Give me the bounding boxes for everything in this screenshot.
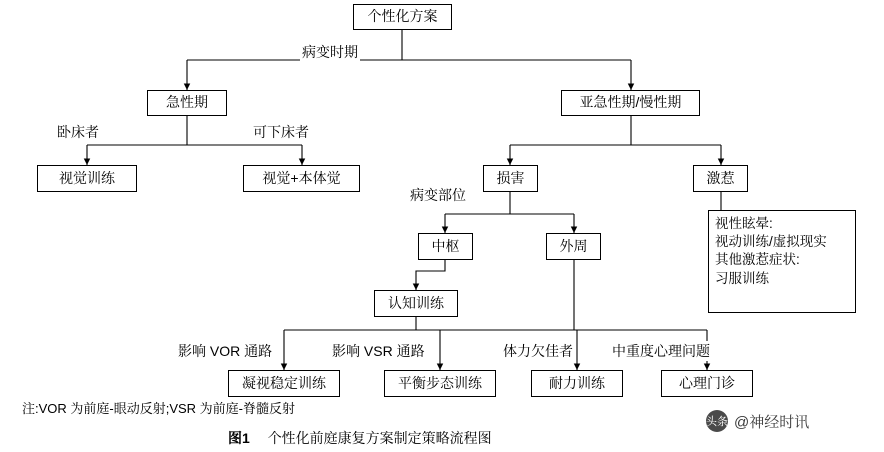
footnote-abbreviations: 注:VOR 为前庭-眼动反射;VSR 为前庭-脊髓反射 [22, 401, 296, 416]
edge-label-psychological-problem: 中重度心理问题 [612, 343, 710, 359]
node-gaze-stability-training[interactable]: 凝视稳定训练 [228, 370, 340, 397]
edge-label-disease-phase: 病变时期 [302, 44, 358, 60]
node-impairment[interactable]: 损害 [483, 165, 538, 192]
edge-label-poor-stamina: 体力欠佳者 [503, 343, 573, 359]
node-acute-phase[interactable]: 急性期 [147, 90, 227, 116]
node-visual-training[interactable]: 视觉训练 [37, 165, 137, 192]
watermark [706, 410, 809, 432]
figure-number: 图1 [228, 430, 250, 446]
node-psychology-clinic[interactable]: 心理门诊 [661, 370, 753, 397]
node-cognitive-training[interactable]: 认知训练 [374, 290, 458, 317]
figure-title: 个性化前庭康复方案制定策略流程图 [267, 430, 492, 446]
node-provocation[interactable]: 激惹 [693, 165, 748, 192]
node-visual-proprioception[interactable]: 视觉+本体觉 [243, 165, 360, 192]
edge-label-vsr-pathway: 影响 VSR 通路 [332, 343, 425, 359]
detail-line-4: 习服训练 [715, 270, 769, 286]
detail-line-3: 其他激惹症状: [715, 252, 800, 268]
node-central[interactable]: 中枢 [418, 233, 473, 260]
edge-label-vor-pathway: 影响 VOR 通路 [178, 343, 273, 359]
detail-line-2: 视动训练/虚拟现实 [715, 234, 827, 250]
detail-line-1: 视性眩晕: [715, 216, 773, 231]
toutiao-logo-icon: 头条 [706, 410, 728, 432]
edge-label-bedridden: 卧床者 [57, 124, 99, 140]
edge-label-lesion-site: 病变部位 [410, 187, 466, 203]
node-balance-gait-training[interactable]: 平衡步态训练 [384, 370, 496, 397]
node-endurance-training[interactable]: 耐力训练 [531, 370, 623, 397]
edge-label-ambulatory: 可下床者 [253, 124, 309, 140]
node-subacute-chronic-phase[interactable]: 亚急性期/慢性期 [561, 90, 700, 116]
node-peripheral[interactable]: 外周 [546, 233, 601, 260]
watermark-text: @神经时讯 [734, 413, 810, 431]
figure-caption [228, 428, 492, 448]
node-personalized-plan[interactable]: 个性化方案 [353, 4, 452, 30]
node-visual-vertigo-detail[interactable] [708, 210, 856, 313]
